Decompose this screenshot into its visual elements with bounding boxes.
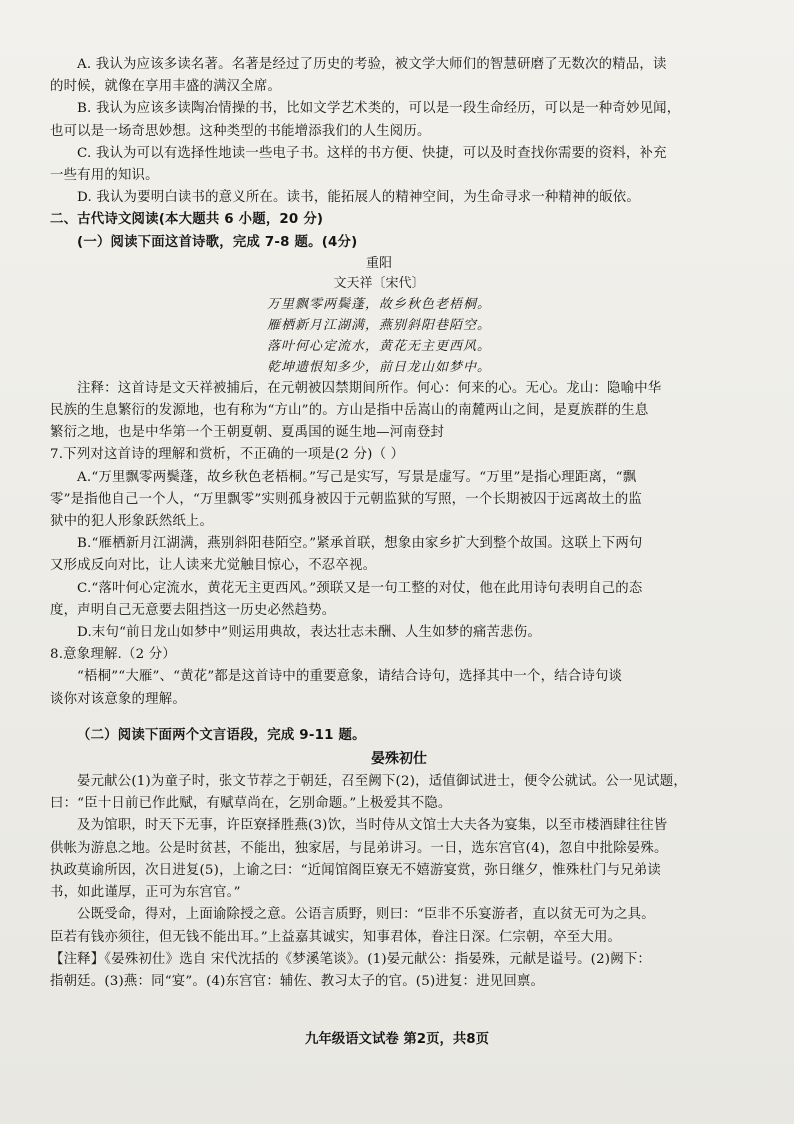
poem-line-2: 雁栖新月江湖满，燕别斜阳巷陌空。 (266, 317, 491, 333)
option-a-line-1: A. 我认为应该多读名著。名著是经过了历史的考验，被文学大师们的智慧研磨了无数次的精品，读 (77, 57, 667, 72)
note-line-3: 繁衍之地，也是中华第一个王朝夏朝、夏禹国的诞生地—河南登封 (50, 425, 445, 441)
poem-title: 重阳 (365, 255, 392, 271)
part-two-title: （二）阅读下面两个文言语段，完成 9-11 题。 (77, 727, 366, 743)
poem-line-3: 落叶何心定流水，黄花无主更西风。 (266, 338, 491, 354)
poem-line-1: 万里飘零两鬓蓬，故乡秋色老梧桐。 (266, 296, 491, 312)
q7-option-b-2: 又形成反向对比，让人读来尤觉触目惊心，不忍卒视。 (50, 558, 377, 574)
option-a-line-2: 的时候，就像在享用丰盛的满汉全席。 (50, 79, 282, 95)
essay-annotation (50, 949, 748, 993)
option-b-line-2: 也可以是一场奇思妙想。这种类型的书能增添我们的人生阅历。 (50, 123, 431, 139)
q7-option-c-1: C.“落叶何心定流水，黄花无主更西风。”颈联又是一句工整的对仗，他在此用诗句表明自己的态 (77, 580, 643, 596)
essay-line-6: 书，如此谨厚，正可为东宫官。” (50, 885, 241, 901)
essay (50, 747, 748, 949)
q7-option-b-1: B.“雁栖新月江湖满，燕别斜阳巷陌空。”紧承首联，想象由家乡扩大到整个故国。这联上下两句 (77, 536, 643, 552)
q8-line-1: “梧桐”“大雁”、“黄花”都是这首诗中的重要意象，请结合诗句，选择其中一个，结合诗句谈 (77, 669, 623, 685)
q8-stem: 8.意象理解.（2 分） (50, 647, 176, 663)
essay-title: 晏殊初仕 (371, 751, 427, 768)
note-line-1: 注释：这首诗是文天祥被捕后，在元朝被囚禁期间所作。何心：何来的心。无心。龙山：隐喻中华 (77, 380, 662, 396)
question-8 (50, 644, 748, 711)
option-d-line-1: D. 我认为要明白读书的意义所在。读书，能拓展人的精神空间，为生命寻求一种精神的皈依。 (77, 190, 640, 206)
q8-line-2: 谈你对该意象的理解。 (50, 691, 186, 707)
essay-line-5: 执政莫谕所因，次日进复(5)，上谕之曰：“近闻馆阁臣寮无不嬉游宴赏，弥日继夕，惟殊杜门与兄弟读 (50, 862, 662, 878)
poem-note (50, 378, 748, 445)
section-two-title: 二、古代诗文阅读(本大题共 6 小题，20 分) (50, 212, 324, 228)
note-line-2: 民族的生息繁衍的发源地，也有称为“方山”的。方山是指中岳嵩山的南麓两山之间，是夏族群的生息 (50, 403, 649, 419)
question-7 (50, 444, 748, 644)
q7-option-d-1: D.末句“前日龙山如梦中”则运用典故，表达壮志未酬、人生如梦的痛苦悲伤。 (77, 625, 541, 641)
part-one-title: (一）阅读下面这首诗歌，完成 7-8 题。(4分) (77, 234, 358, 250)
essay-line-8: 臣若有钱亦须往，但无钱不能出耳。”上益嘉其诚实，知事君体，眷注日深。仁宗朝，卒至大用。 (50, 929, 622, 945)
option-c-line-2: 一些有用的知识。 (50, 168, 159, 184)
annotation-line-1: 【注释】《晏殊初仕》选自 宋代沈括的《梦溪笔谈》。(1)晏元献公：指晏殊，元献是谥号。(2)阙下： (50, 951, 651, 967)
q7-stem: 7.下列对这首诗的理解和赏析，不正确的一项是(2 分)（ ） (50, 447, 405, 463)
poem-line-4: 乾坤遗恨知多少，前日龙山如梦中。 (266, 359, 491, 375)
essay-line-3: 及为馆职，时天下无事，许臣寮择胜燕(3)饮，当时侍从文馆士大夫各为宴集，以至市楼酒肆往往皆 (77, 818, 668, 834)
essay-line-2: 曰：“臣十日前已作此赋，有赋草尚在，乞别命题。”上极爱其不隐。 (50, 796, 452, 812)
q7-option-c-2: 度，声明自己无意要去阻挡这一历史必然趋势。 (50, 602, 336, 618)
page-footer: 九年级语文试卷 第2页，共8页 (305, 1032, 489, 1047)
essay-line-1: 晏元献公(1)为童子时，张文节荐之于朝廷，召至阙下(2)，适值御试进士，便令公就试。公一见试题， (77, 774, 687, 790)
essay-line-4: 供帐为游息之地。公是时贫甚，不能出，独家居，与昆弟讲习。一日，选东宫官(4)，忽自中批除晏殊。 (50, 840, 668, 856)
q7-option-a-3: 狱中的犯人形象跃然纸上。 (50, 514, 214, 530)
poem (50, 254, 748, 378)
q7-option-a-2: 零”是指他自己一个人，“万里飘零”实则孤身被囚于元朝监狱的写照，一个长期被囚于远离故土的监 (50, 491, 642, 507)
prev-question-options (50, 54, 748, 209)
annotation-line-2: 指朝廷。(3)燕：同“宴”。(4)东宫官：辅佐、教习太子的官。(5)进复：进见回禀。 (50, 973, 545, 989)
q7-option-a-1: A.“万里飘零两鬓蓬，故乡秋色老梧桐。”写己是实写，写景是虚写。“万里”是指心理距离，“飘 (77, 469, 637, 485)
poem-author: 文天祥〔宋代〕 (333, 275, 425, 291)
option-b-line-1: B. 我认为应该多读陶冶情操的书，比如文学艺术类的，可以是一段生命经历，可以是一种奇妙见闻， (77, 101, 681, 117)
option-c-line-1: C. 我认为可以有选择性地读一些电子书。这样的书方便、快捷，可以及时查找你需要的资料，补充 (77, 145, 667, 161)
essay-line-7: 公既受命，得对，上面谕除授之意。公语言质野，则曰：“臣非不乐宴游者，直以贫无可为之具。 (77, 907, 655, 923)
